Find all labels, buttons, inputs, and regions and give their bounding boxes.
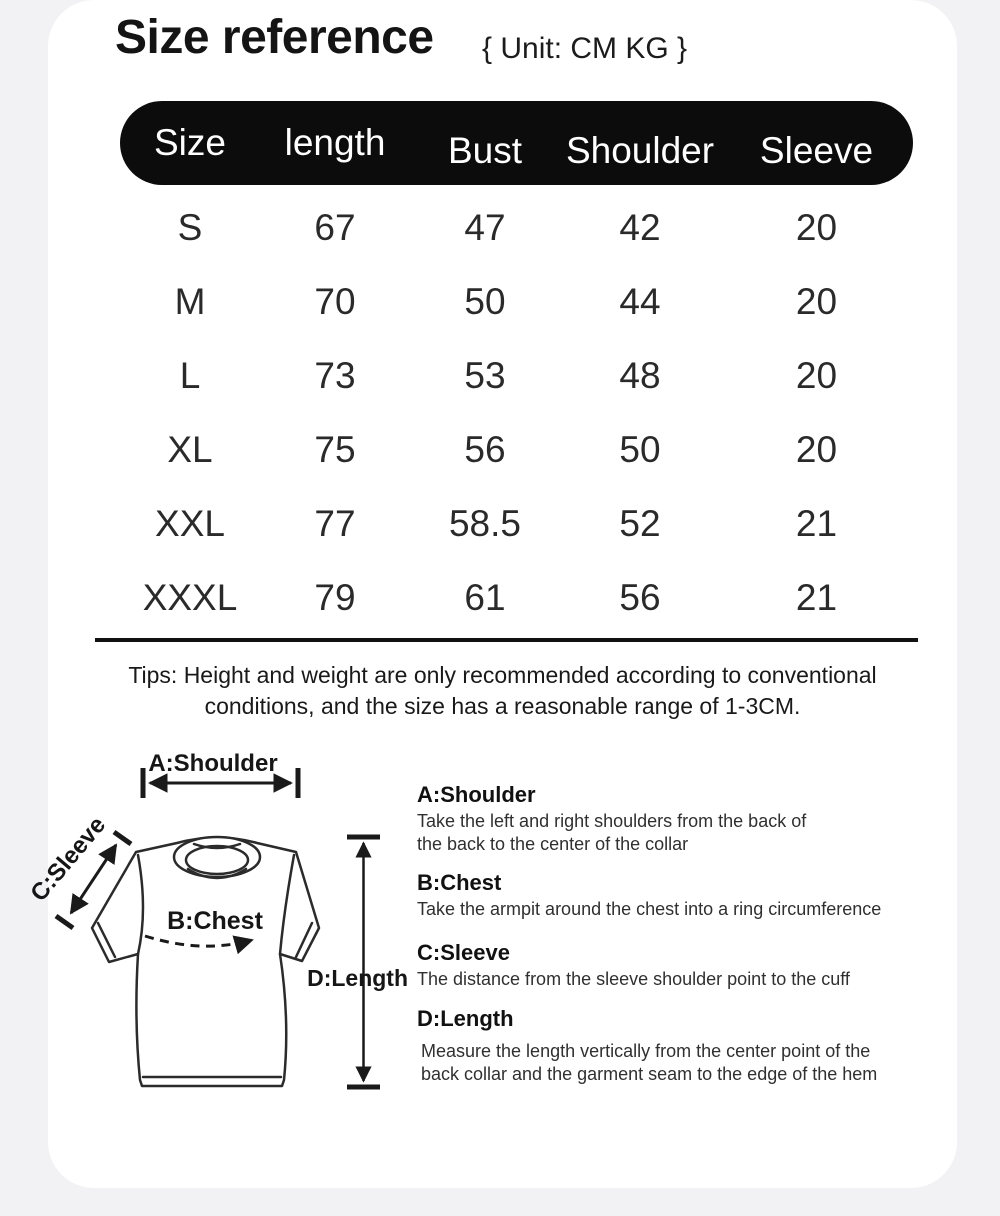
header-shoulder: Shoulder [565,130,715,171]
cell-shoulder: 48 [619,355,661,396]
tips-line-2: conditions, and the size has a reasonable range of 1-3CM. [204,693,801,719]
measurement-label: B:Chest [417,870,502,895]
cell-bust: 47 [464,207,506,248]
divider-line [95,638,918,642]
diagram-sleeve-label: C:Sleeve [25,811,112,907]
cell-length: 79 [314,577,356,618]
cell-size: L [179,355,201,396]
cell-shoulder: 52 [619,503,661,544]
header-size: Size [154,122,226,163]
table-row [120,265,913,339]
cell-length: 70 [314,281,356,322]
table-row [120,191,913,265]
table-row [120,339,913,413]
diagram-shoulder-label: A:Shoulder [148,750,278,777]
diagram-length-label: D:Length [307,965,408,991]
measurement-description: Measure the length vertically from the center point of the back collar and the garment seam to the edge of the hem [421,1041,878,1084]
diagram-chest-label: B:Chest [167,907,263,935]
measurement-sleeve [417,941,850,991]
measurement-label: A:Shoulder [417,782,536,807]
cell-size: S [177,207,203,248]
header-length: length [284,122,386,163]
measurement-chest [417,871,881,921]
measurement-description: The distance from the sleeve shoulder point to the cuff [417,969,850,989]
tips-note [48,660,957,722]
cell-size: XXL [155,503,225,544]
cell-sleeve: 21 [795,577,838,618]
tips-line-1: Tips: Height and weight are only recommended according to conventional [128,662,877,688]
header-sleeve: Sleeve [759,130,874,171]
cell-length: 75 [314,429,356,470]
measurement-length [417,1007,877,1086]
table-row [120,487,913,561]
tshirt-outline [92,837,319,1086]
tshirt-measurement-diagram [25,740,460,1120]
cell-length: 67 [314,207,356,248]
cell-bust: 56 [464,429,506,470]
cell-shoulder: 42 [619,207,661,248]
cell-sleeve: 20 [795,355,838,396]
unit-note: { Unit: CM KG } [482,32,688,65]
measurement-description: Take the armpit around the chest into a ring circumference [417,899,882,919]
size-table-header [120,101,913,185]
cell-size: M [174,281,206,322]
measurement-shoulder [417,783,806,856]
length-arrow [347,837,380,1087]
cell-size: XXXL [142,577,238,618]
cell-sleeve: 20 [795,429,838,470]
measurement-description: Take the left and right shoulders from the back of the back to the center of the collar [417,811,807,854]
table-row [120,413,913,487]
cell-sleeve: 20 [795,281,838,322]
measurement-label: C:Sleeve [417,940,510,965]
cell-bust: 50 [464,281,506,322]
cell-bust: 61 [464,577,506,618]
cell-length: 73 [314,355,356,396]
cell-size: XL [167,429,213,470]
cell-shoulder: 44 [619,281,661,322]
cell-shoulder: 50 [619,429,661,470]
measurement-label: D:Length [417,1006,514,1031]
header-bust: Bust [447,130,523,171]
cell-bust: 58.5 [448,503,521,544]
table-row [120,561,913,635]
size-table-body [120,191,913,635]
cell-sleeve: 20 [795,207,838,248]
page-title: Size reference [115,11,434,64]
cell-sleeve: 21 [795,503,838,544]
cell-length: 77 [314,503,356,544]
cell-shoulder: 56 [619,577,661,618]
cell-bust: 53 [464,355,506,396]
